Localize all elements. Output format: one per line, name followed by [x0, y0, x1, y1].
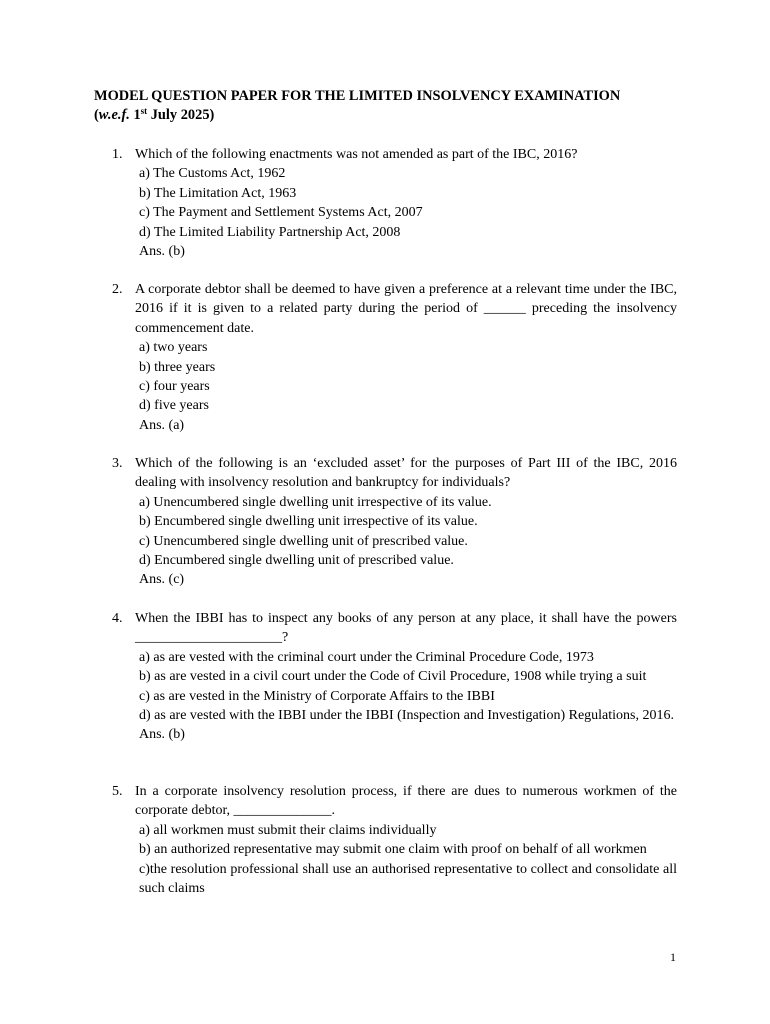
title-line-2	[94, 106, 620, 125]
option-c: c) four years	[139, 379, 210, 395]
question-2	[112, 280, 677, 435]
option-c: c) as are vested in the Ministry of Corporate Affairs to the IBBI	[139, 688, 495, 704]
title-line-1: MODEL QUESTION PAPER FOR THE LIMITED INSOLVENCY EXAMINATION	[94, 88, 621, 104]
title-open-paren: (	[94, 107, 99, 124]
question-number: 5.	[112, 784, 123, 799]
option-d: d) Encumbered single dwelling unit of prescribed value.	[139, 553, 454, 569]
question-text: Which of the following enactments was not amended as part of the IBC, 2016?	[135, 147, 578, 162]
option-b: b) as are vested in a civil court under the Code of Civil Procedure, 1908 while trying a suit	[139, 669, 647, 685]
option-d: d) The Limited Liability Partnership Act, 2008	[139, 224, 401, 240]
answer: Ans. (b)	[139, 244, 185, 260]
option-c: c)the resolution professional shall use an authorised representative to collect and consolidate all such claims	[139, 861, 677, 897]
paper-title	[94, 87, 620, 126]
option-c: c) The Payment and Settlement Systems Act, 2007	[139, 205, 423, 221]
question-number: 3.	[112, 456, 123, 471]
title-date-sup: st	[140, 106, 148, 117]
option-a: a) Unencumbered single dwelling unit irrespective of its value.	[139, 494, 492, 510]
option-c: c) Unencumbered single dwelling unit of prescribed value.	[139, 533, 468, 549]
title-date-pre: 1	[129, 107, 141, 124]
question-1	[112, 145, 677, 261]
question-number: 4.	[112, 611, 123, 626]
question-5	[112, 782, 677, 898]
option-d: d) five years	[139, 398, 209, 414]
option-b: b) an authorized representative may submit one claim with proof on behalf of all workmen	[139, 842, 647, 858]
page-number: 1	[670, 950, 676, 964]
question-text: Which of the following is an ‘excluded asset’ for the purposes of Part III of the IBC, 2016 dealing with insolvency resolution and bankruptcy for individuals?	[135, 456, 677, 491]
answer: Ans. (b)	[139, 727, 185, 743]
option-a: a) two years	[139, 340, 208, 356]
option-a: a) The Customs Act, 1962	[139, 166, 286, 182]
title-wef: w.e.f.	[98, 107, 130, 124]
question-4	[112, 609, 677, 745]
option-b: b) three years	[139, 359, 216, 375]
question-number: 2.	[112, 282, 123, 297]
question-text: When the IBBI has to inspect any books of any person at any place, it shall have the powers _____________________?	[135, 611, 677, 646]
option-d: d) as are vested with the IBBI under the IBBI (Inspection and Investigation) Regulations, 2016.	[139, 708, 674, 724]
answer: Ans. (c)	[139, 572, 185, 588]
question-3	[112, 454, 677, 590]
option-b: b) The Limitation Act, 1963	[139, 185, 297, 201]
answer: Ans. (a)	[139, 417, 185, 433]
question-number: 1.	[112, 147, 123, 162]
option-b: b) Encumbered single dwelling unit irrespective of its value.	[139, 514, 478, 530]
option-a: a) as are vested with the criminal court under the Criminal Procedure Code, 1973	[139, 649, 594, 665]
title-date-post: July 2025)	[147, 107, 215, 124]
question-text: A corporate debtor shall be deemed to have given a preference at a relevant time under the IBC, 2016 if it is given to a related party during the period of ______ preceding the insolvency commencement date.	[135, 282, 677, 336]
question-text: In a corporate insolvency resolution process, if there are dues to numerous workmen of the corporate debtor, ______________.	[135, 784, 677, 819]
option-a: a) all workmen must submit their claims individually	[139, 822, 437, 838]
